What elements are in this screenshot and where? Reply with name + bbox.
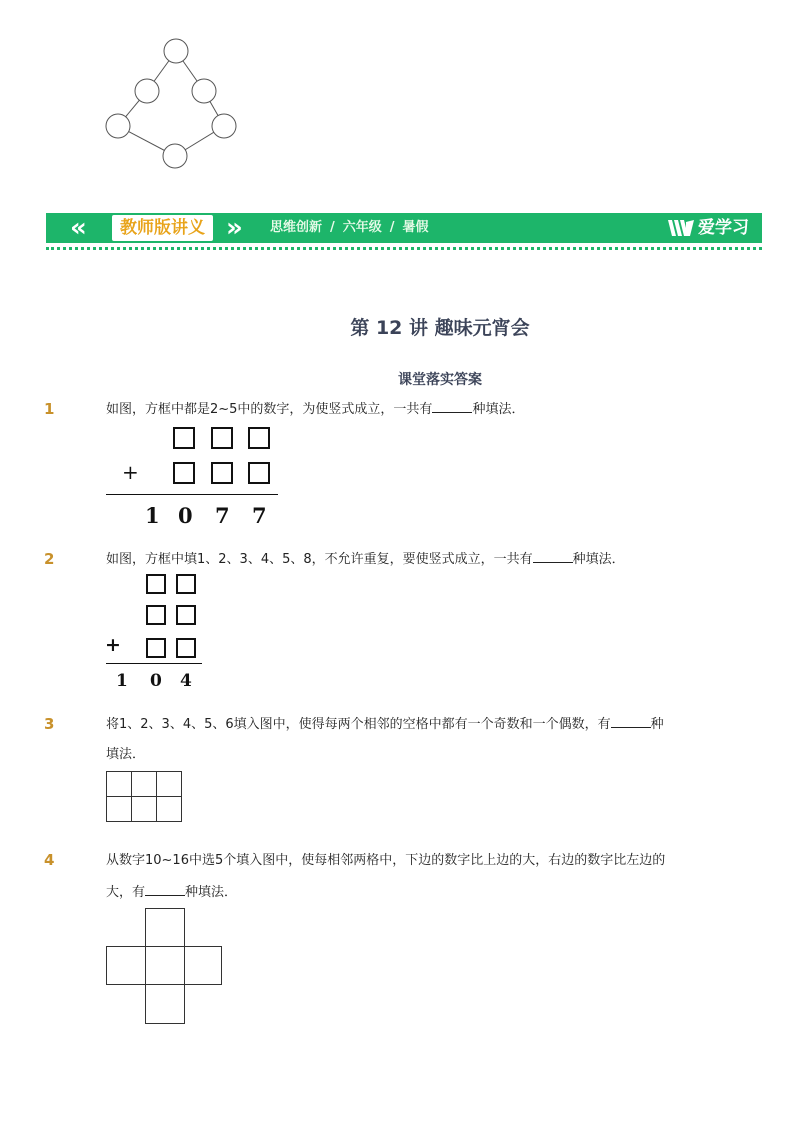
question-text-part: 将1、2、3、4、5、6填入图中，使得每两个相邻的空格中都有一个奇数和一个偶数，有 <box>106 717 611 732</box>
question-text: 从数字10~16中选5个填入图中，使每相邻两格中，下边的数字比上边的大，右边的数字比左边的 <box>106 853 666 868</box>
digit-box <box>248 427 270 449</box>
breadcrumb <box>270 213 429 243</box>
grid-cell <box>145 908 185 947</box>
digit-box <box>176 638 196 658</box>
diamond-node <box>164 39 188 63</box>
digit-box <box>173 427 195 449</box>
digit-box <box>176 574 196 594</box>
grid-cell <box>106 946 146 985</box>
question-text-continued <box>106 883 237 903</box>
result-digit: 0 <box>150 671 162 691</box>
question-text-part: 种填法． <box>572 552 625 567</box>
answer-blank <box>533 550 573 563</box>
plus-sign: + <box>122 460 139 484</box>
edition-badge: 教师版讲义 <box>112 215 213 241</box>
brand-name: 爱学习 <box>698 218 749 238</box>
sum-line <box>106 663 202 664</box>
digit-box <box>211 427 233 449</box>
grid-cell <box>106 796 132 822</box>
book-stripes-icon <box>668 218 694 238</box>
question-number: 3 <box>44 715 55 733</box>
digit-box <box>146 574 166 594</box>
result-digit: 1 <box>116 671 128 691</box>
question-text <box>106 550 625 570</box>
sum-line <box>106 494 278 495</box>
question-number: 2 <box>44 550 55 568</box>
question-text-part: 种填法． <box>185 885 238 900</box>
grid-cell <box>145 984 185 1024</box>
question-text-part: 大，有 <box>106 885 146 900</box>
result-digit: 0 <box>178 503 193 528</box>
breadcrumb-subject: 思维创新 <box>270 220 323 235</box>
breadcrumb-separator: / <box>330 220 335 235</box>
question-text <box>106 400 524 420</box>
grid-cell <box>131 796 157 822</box>
answer-blank <box>432 400 472 413</box>
plus-sign: + <box>105 634 121 656</box>
diamond-node <box>192 79 216 103</box>
diamond-node <box>163 144 187 168</box>
question-text-part: 种 <box>650 717 664 732</box>
breadcrumb-grade: 六年级 <box>342 220 382 235</box>
question-text-part: 种填法． <box>472 402 525 417</box>
digit-box <box>176 605 196 625</box>
header-dotted-divider <box>46 247 762 250</box>
question-text-part: 如图，方框中都是2~5中的数字，为使竖式成立，一共有 <box>106 402 433 417</box>
question-text <box>106 715 664 735</box>
grid-cell <box>131 771 157 797</box>
breadcrumb-separator: / <box>389 220 395 235</box>
diamond-node <box>135 79 159 103</box>
lecture-title: 第 12 讲 趣味元宵会 <box>350 317 530 339</box>
diamond-node <box>106 114 130 138</box>
digit-box <box>146 605 166 625</box>
question-number: 1 <box>44 400 55 418</box>
circle-diamond-figure <box>100 35 245 170</box>
grid-cell <box>184 946 222 985</box>
digit-box <box>146 638 166 658</box>
answer-blank <box>145 883 185 896</box>
lecture-subtitle: 课堂落实答案 <box>398 372 482 388</box>
digit-box <box>248 462 270 484</box>
result-digit: 7 <box>252 503 267 528</box>
diamond-node <box>212 114 236 138</box>
breadcrumb-term: 暑假 <box>402 220 429 235</box>
chevron-right-icon: » <box>226 213 243 243</box>
answer-blank <box>611 715 651 728</box>
result-digit: 7 <box>215 503 230 528</box>
result-digit: 4 <box>180 671 192 691</box>
grid-cell <box>156 796 182 822</box>
grid-cell <box>156 771 182 797</box>
digit-box <box>173 462 195 484</box>
grid-cell <box>145 946 185 985</box>
chevron-left-icon: « <box>70 213 87 243</box>
digit-box <box>211 462 233 484</box>
result-digit: 1 <box>145 503 160 528</box>
question-text-continued: 填法． <box>106 747 146 762</box>
brand-logo <box>668 213 749 243</box>
grid-cell <box>106 771 132 797</box>
question-number: 4 <box>44 851 55 869</box>
question-text-part: 如图，方框中填1、2、3、4、5、8，不允许重复，要使竖式成立，一共有 <box>106 552 533 567</box>
